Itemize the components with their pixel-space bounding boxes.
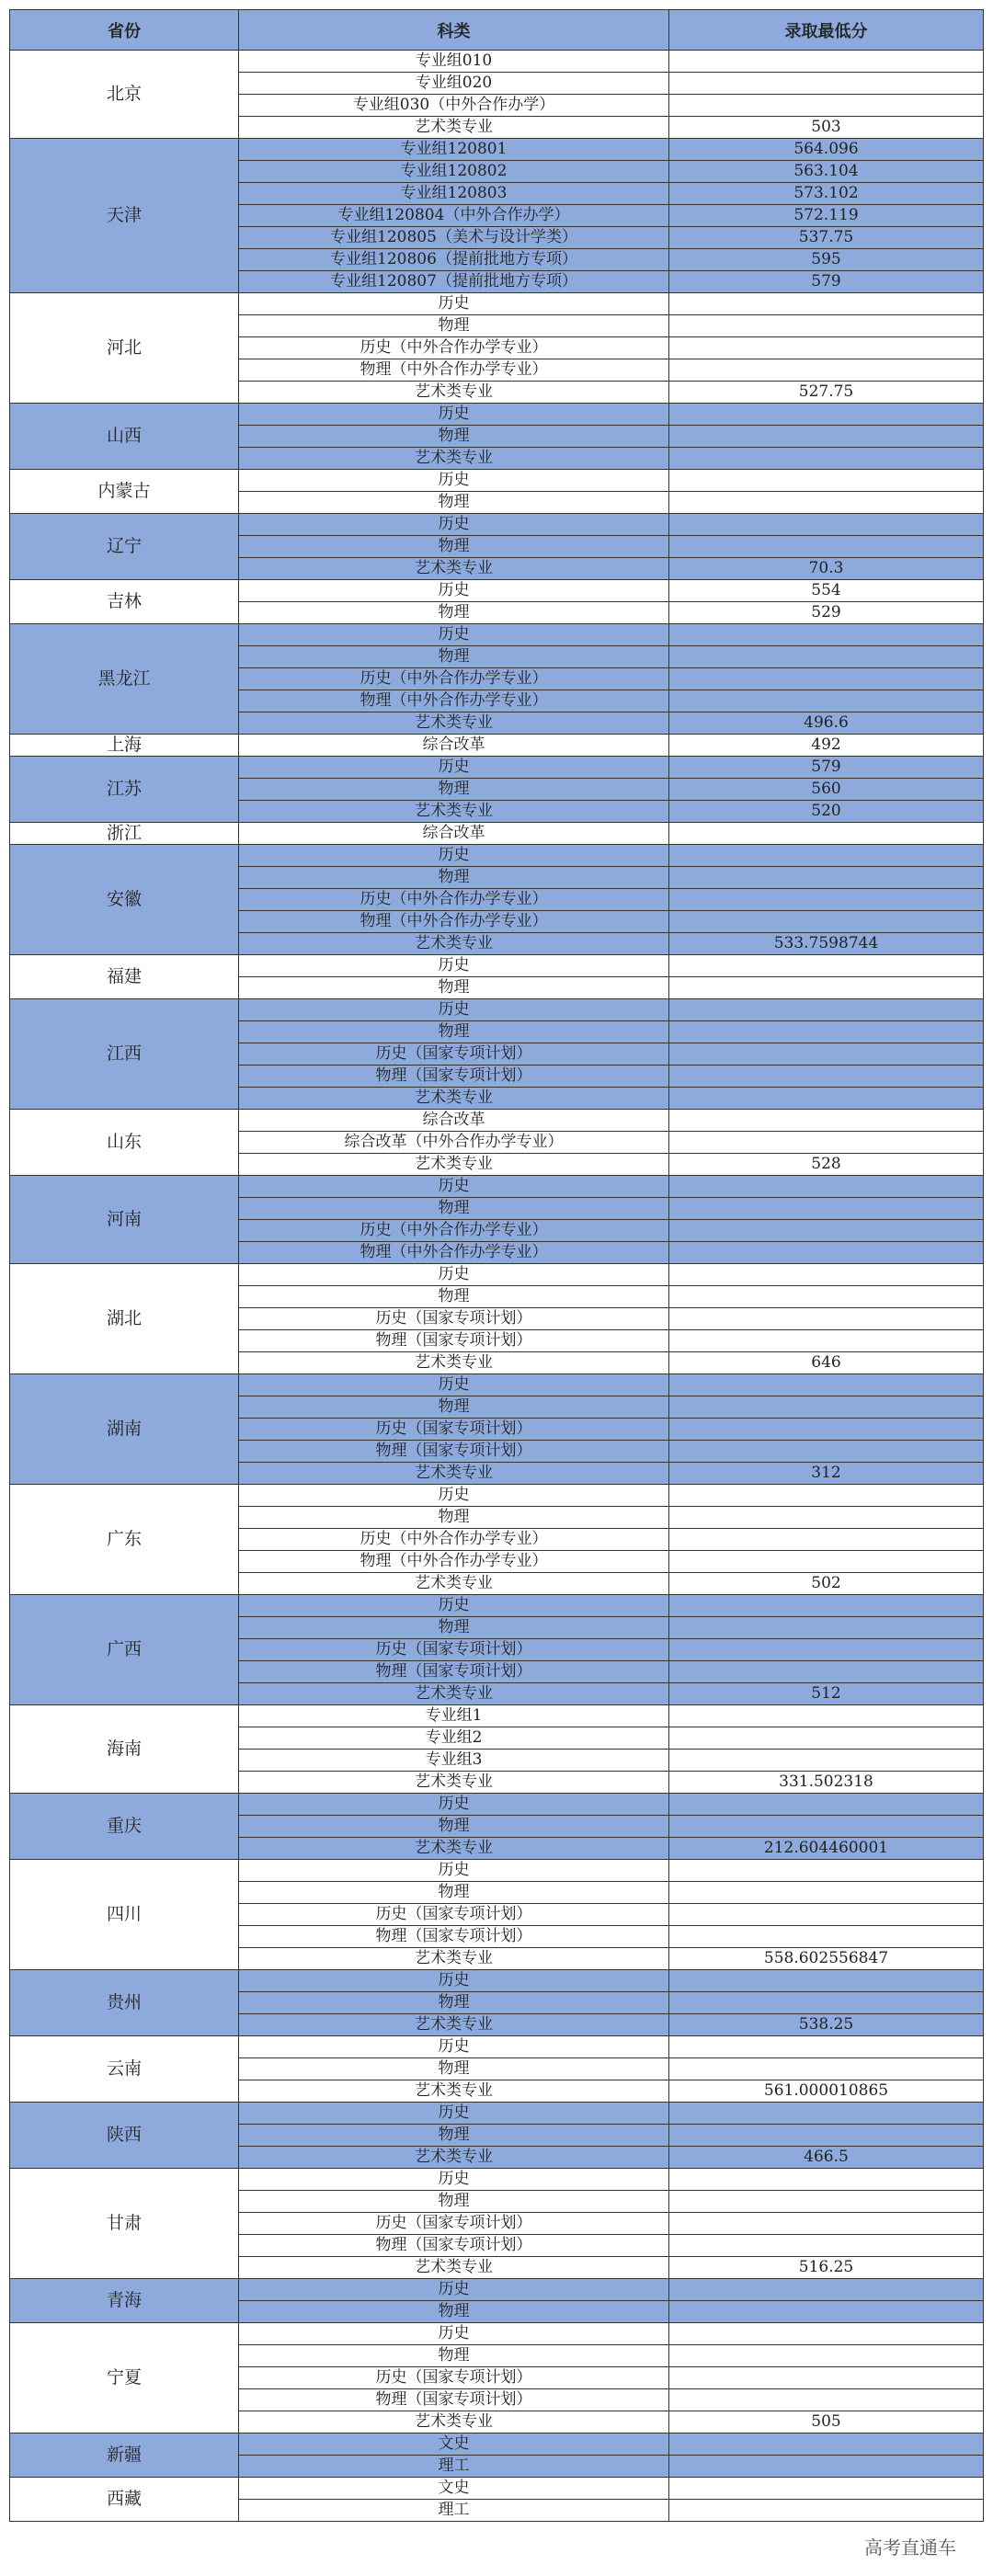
table-row bbox=[10, 1374, 984, 1396]
category-cell: 艺术类专业 bbox=[239, 2257, 669, 2279]
score-cell: 312 bbox=[669, 1463, 984, 1485]
score-cell bbox=[669, 1088, 984, 1110]
score-cell bbox=[669, 1661, 984, 1683]
province-cell: 湖北 bbox=[10, 1264, 239, 1374]
category-cell: 历史（国家专项计划） bbox=[239, 1639, 669, 1661]
category-cell: 物理 bbox=[239, 602, 669, 624]
score-cell: 212.604460001 bbox=[669, 1838, 984, 1860]
score-cell bbox=[669, 2367, 984, 2389]
category-cell: 艺术类专业 bbox=[239, 2147, 669, 2169]
score-cell bbox=[669, 845, 984, 867]
score-cell bbox=[669, 2125, 984, 2147]
score-cell bbox=[669, 1970, 984, 1992]
category-cell: 历史 bbox=[239, 1264, 669, 1286]
category-cell: 物理 bbox=[239, 779, 669, 801]
score-cell bbox=[669, 2058, 984, 2080]
table-body bbox=[10, 51, 984, 2522]
table-row bbox=[10, 2103, 984, 2125]
score-cell: 331.502318 bbox=[669, 1772, 984, 1794]
table-row bbox=[10, 955, 984, 977]
score-cell bbox=[669, 514, 984, 536]
category-cell: 综合改革 bbox=[239, 1110, 669, 1132]
category-cell: 专业组120807（提前批地方专项） bbox=[239, 271, 669, 293]
table-row bbox=[10, 1970, 984, 1992]
score-cell: 563.104 bbox=[669, 161, 984, 183]
table-row bbox=[10, 1705, 984, 1727]
province-cell: 青海 bbox=[10, 2279, 239, 2323]
score-cell bbox=[669, 646, 984, 668]
category-cell: 专业组120804（中外合作办学） bbox=[239, 205, 669, 227]
score-cell bbox=[669, 2235, 984, 2257]
category-cell: 艺术类专业 bbox=[239, 1154, 669, 1176]
province-cell: 四川 bbox=[10, 1860, 239, 1970]
category-cell: 历史（中外合作办学专业） bbox=[239, 337, 669, 359]
category-cell: 物理 bbox=[239, 1198, 669, 1220]
category-cell: 艺术类专业 bbox=[239, 712, 669, 735]
score-cell bbox=[669, 1176, 984, 1198]
category-cell: 历史 bbox=[239, 999, 669, 1021]
table-row bbox=[10, 1794, 984, 1816]
score-cell: 502 bbox=[669, 1573, 984, 1595]
score-cell bbox=[669, 889, 984, 911]
province-cell: 内蒙古 bbox=[10, 470, 239, 514]
score-cell bbox=[669, 2434, 984, 2456]
score-cell bbox=[669, 2323, 984, 2345]
score-cell bbox=[669, 2036, 984, 2058]
score-cell bbox=[669, 1286, 984, 1308]
category-cell: 历史 bbox=[239, 580, 669, 602]
category-cell: 专业组120802 bbox=[239, 161, 669, 183]
score-cell bbox=[669, 1595, 984, 1617]
score-cell bbox=[669, 1021, 984, 1043]
category-cell: 物理 bbox=[239, 977, 669, 999]
score-cell bbox=[669, 2213, 984, 2235]
category-cell: 历史 bbox=[239, 2323, 669, 2345]
category-cell: 专业组020 bbox=[239, 73, 669, 95]
category-cell: 艺术类专业 bbox=[239, 558, 669, 580]
province-cell: 陕西 bbox=[10, 2103, 239, 2169]
score-cell bbox=[669, 2191, 984, 2213]
category-cell: 专业组3 bbox=[239, 1750, 669, 1772]
category-cell: 历史（中外合作办学专业） bbox=[239, 1220, 669, 1242]
category-cell: 物理（中外合作办学专业） bbox=[239, 1242, 669, 1264]
score-cell bbox=[669, 51, 984, 73]
category-cell: 物理 bbox=[239, 2125, 669, 2147]
category-cell: 艺术类专业 bbox=[239, 933, 669, 955]
province-cell: 江苏 bbox=[10, 757, 239, 823]
category-cell: 物理 bbox=[239, 1396, 669, 1419]
score-cell bbox=[669, 73, 984, 95]
table-row bbox=[10, 2434, 984, 2456]
province-cell: 天津 bbox=[10, 139, 239, 293]
score-cell: 554 bbox=[669, 580, 984, 602]
score-cell bbox=[669, 1617, 984, 1639]
score-cell bbox=[669, 2301, 984, 2323]
score-cell bbox=[669, 1396, 984, 1419]
category-cell: 历史 bbox=[239, 1970, 669, 1992]
category-cell: 历史 bbox=[239, 1485, 669, 1507]
province-cell: 上海 bbox=[10, 735, 239, 757]
score-cell bbox=[669, 2103, 984, 2125]
category-cell: 历史（国家专项计划） bbox=[239, 2367, 669, 2389]
header-category: 科类 bbox=[239, 10, 669, 51]
category-cell: 物理（中外合作办学专业） bbox=[239, 690, 669, 712]
score-cell: 528 bbox=[669, 1154, 984, 1176]
watermark-caption: 高考直通车 bbox=[864, 2536, 956, 2559]
category-cell: 艺术类专业 bbox=[239, 1838, 669, 1860]
category-cell: 文史 bbox=[239, 2434, 669, 2456]
province-cell: 湖南 bbox=[10, 1374, 239, 1485]
score-cell bbox=[669, 955, 984, 977]
category-cell: 历史 bbox=[239, 1374, 669, 1396]
category-cell: 物理（国家专项计划） bbox=[239, 1441, 669, 1463]
score-cell: 564.096 bbox=[669, 139, 984, 161]
score-cell bbox=[669, 911, 984, 933]
category-cell: 历史（中外合作办学专业） bbox=[239, 1529, 669, 1551]
table-row bbox=[10, 845, 984, 867]
score-cell bbox=[669, 624, 984, 646]
score-cell: 646 bbox=[669, 1352, 984, 1374]
score-cell: 70.3 bbox=[669, 558, 984, 580]
category-cell: 历史 bbox=[239, 1176, 669, 1198]
province-cell: 北京 bbox=[10, 51, 239, 139]
score-cell: 529 bbox=[669, 602, 984, 624]
category-cell: 历史 bbox=[239, 2279, 669, 2301]
category-cell: 物理（中外合作办学专业） bbox=[239, 911, 669, 933]
score-cell: 558.602556847 bbox=[669, 1948, 984, 1970]
score-cell: 492 bbox=[669, 735, 984, 757]
score-cell bbox=[669, 977, 984, 999]
score-cell: 572.119 bbox=[669, 205, 984, 227]
score-cell: 466.5 bbox=[669, 2147, 984, 2169]
score-cell bbox=[669, 1220, 984, 1242]
category-cell: 物理（国家专项计划） bbox=[239, 1330, 669, 1352]
province-cell: 西藏 bbox=[10, 2478, 239, 2522]
table-row bbox=[10, 1595, 984, 1617]
table-row bbox=[10, 1264, 984, 1286]
province-cell: 河南 bbox=[10, 1176, 239, 1264]
score-cell: 595 bbox=[669, 249, 984, 271]
table-row bbox=[10, 757, 984, 779]
category-cell: 历史（国家专项计划） bbox=[239, 1308, 669, 1330]
category-cell: 物理（国家专项计划） bbox=[239, 1066, 669, 1088]
admission-score-table bbox=[9, 9, 984, 2522]
category-cell: 艺术类专业 bbox=[239, 382, 669, 404]
province-cell: 海南 bbox=[10, 1705, 239, 1794]
category-cell: 历史（国家专项计划） bbox=[239, 1043, 669, 1066]
table-row bbox=[10, 999, 984, 1021]
category-cell: 理工 bbox=[239, 2500, 669, 2522]
score-cell: 512 bbox=[669, 1683, 984, 1705]
category-cell: 历史 bbox=[239, 2036, 669, 2058]
table-row bbox=[10, 2279, 984, 2301]
category-cell: 艺术类专业 bbox=[239, 1573, 669, 1595]
score-cell: 579 bbox=[669, 757, 984, 779]
score-cell bbox=[669, 1242, 984, 1264]
score-cell bbox=[669, 95, 984, 117]
header-min-score: 录取最低分 bbox=[669, 10, 984, 51]
province-cell: 山西 bbox=[10, 404, 239, 470]
score-cell bbox=[669, 1860, 984, 1882]
category-cell: 艺术类专业 bbox=[239, 1683, 669, 1705]
category-cell: 历史（中外合作办学专业） bbox=[239, 668, 669, 690]
score-cell bbox=[669, 1727, 984, 1750]
table-row bbox=[10, 470, 984, 492]
score-cell bbox=[669, 1794, 984, 1816]
table-row bbox=[10, 2478, 984, 2500]
category-cell: 历史 bbox=[239, 1794, 669, 1816]
score-cell: 538.25 bbox=[669, 2014, 984, 2036]
category-cell: 专业组120803 bbox=[239, 183, 669, 205]
score-cell bbox=[669, 536, 984, 558]
score-cell bbox=[669, 1441, 984, 1463]
score-cell: 561.000010865 bbox=[669, 2080, 984, 2103]
category-cell: 历史（国家专项计划） bbox=[239, 1904, 669, 1926]
category-cell: 理工 bbox=[239, 2456, 669, 2478]
table-row bbox=[10, 514, 984, 536]
score-cell: 537.75 bbox=[669, 227, 984, 249]
province-cell: 河北 bbox=[10, 293, 239, 404]
category-cell: 物理（中外合作办学专业） bbox=[239, 1551, 669, 1573]
category-cell: 历史 bbox=[239, 404, 669, 426]
category-cell: 历史 bbox=[239, 1860, 669, 1882]
category-cell: 专业组120805（美术与设计学类） bbox=[239, 227, 669, 249]
table-row bbox=[10, 1176, 984, 1198]
category-cell: 历史 bbox=[239, 470, 669, 492]
score-cell bbox=[669, 2345, 984, 2367]
score-cell bbox=[669, 1816, 984, 1838]
category-cell: 物理（国家专项计划） bbox=[239, 2389, 669, 2411]
score-cell: 533.7598744 bbox=[669, 933, 984, 955]
category-cell: 物理 bbox=[239, 1617, 669, 1639]
category-cell: 历史 bbox=[239, 2169, 669, 2191]
category-cell: 历史 bbox=[239, 2103, 669, 2125]
category-cell: 历史（中外合作办学专业） bbox=[239, 889, 669, 911]
score-cell bbox=[669, 1992, 984, 2014]
score-cell bbox=[669, 1551, 984, 1573]
score-cell bbox=[669, 1882, 984, 1904]
score-cell bbox=[669, 1419, 984, 1441]
table-row bbox=[10, 2169, 984, 2191]
category-cell: 物理 bbox=[239, 1816, 669, 1838]
header-province: 省份 bbox=[10, 10, 239, 51]
province-cell: 安徽 bbox=[10, 845, 239, 955]
score-cell: 573.102 bbox=[669, 183, 984, 205]
table-row bbox=[10, 139, 984, 161]
score-cell bbox=[669, 1639, 984, 1661]
score-cell bbox=[669, 2456, 984, 2478]
score-cell: 503 bbox=[669, 117, 984, 139]
score-cell bbox=[669, 999, 984, 1021]
score-cell bbox=[669, 867, 984, 889]
table-row bbox=[10, 580, 984, 602]
score-cell: 520 bbox=[669, 801, 984, 823]
category-cell: 专业组120801 bbox=[239, 139, 669, 161]
category-cell: 物理（国家专项计划） bbox=[239, 2235, 669, 2257]
table-row bbox=[10, 2323, 984, 2345]
score-cell bbox=[669, 1264, 984, 1286]
score-cell bbox=[669, 668, 984, 690]
category-cell: 专业组120806（提前批地方专项） bbox=[239, 249, 669, 271]
category-cell: 艺术类专业 bbox=[239, 1772, 669, 1794]
category-cell: 物理 bbox=[239, 2345, 669, 2367]
category-cell: 物理 bbox=[239, 1992, 669, 2014]
table-row bbox=[10, 2036, 984, 2058]
table-row bbox=[10, 735, 984, 757]
table-row bbox=[10, 404, 984, 426]
score-cell bbox=[669, 404, 984, 426]
table-row bbox=[10, 51, 984, 73]
province-cell: 辽宁 bbox=[10, 514, 239, 580]
category-cell: 物理 bbox=[239, 1286, 669, 1308]
category-cell: 艺术类专业 bbox=[239, 801, 669, 823]
score-cell bbox=[669, 1529, 984, 1551]
province-cell: 浙江 bbox=[10, 823, 239, 845]
category-cell: 艺术类专业 bbox=[239, 1463, 669, 1485]
score-cell bbox=[669, 823, 984, 845]
score-cell bbox=[669, 1308, 984, 1330]
table-row bbox=[10, 823, 984, 845]
table-row bbox=[10, 624, 984, 646]
score-cell bbox=[669, 426, 984, 448]
score-cell: 505 bbox=[669, 2411, 984, 2434]
category-cell: 物理（国家专项计划） bbox=[239, 1926, 669, 1948]
score-cell bbox=[669, 1043, 984, 1066]
score-cell bbox=[669, 315, 984, 337]
score-cell bbox=[669, 2389, 984, 2411]
score-cell: 516.25 bbox=[669, 2257, 984, 2279]
score-cell: 527.75 bbox=[669, 382, 984, 404]
category-cell: 历史 bbox=[239, 845, 669, 867]
score-cell bbox=[669, 359, 984, 382]
province-cell: 福建 bbox=[10, 955, 239, 999]
score-cell bbox=[669, 2500, 984, 2522]
category-cell: 艺术类专业 bbox=[239, 117, 669, 139]
category-cell: 物理 bbox=[239, 867, 669, 889]
category-cell: 历史（国家专项计划） bbox=[239, 2213, 669, 2235]
score-cell bbox=[669, 2478, 984, 2500]
category-cell: 专业组1 bbox=[239, 1705, 669, 1727]
score-cell bbox=[669, 448, 984, 470]
score-cell bbox=[669, 1750, 984, 1772]
province-cell: 吉林 bbox=[10, 580, 239, 624]
province-cell: 重庆 bbox=[10, 1794, 239, 1860]
category-cell: 物理 bbox=[239, 2058, 669, 2080]
category-cell: 物理 bbox=[239, 1021, 669, 1043]
province-cell: 甘肃 bbox=[10, 2169, 239, 2279]
category-cell: 物理 bbox=[239, 315, 669, 337]
score-cell bbox=[669, 1330, 984, 1352]
table-row bbox=[10, 1485, 984, 1507]
table-header-row bbox=[10, 10, 984, 51]
score-cell bbox=[669, 1507, 984, 1529]
score-cell bbox=[669, 492, 984, 514]
category-cell: 艺术类专业 bbox=[239, 1352, 669, 1374]
category-cell: 艺术类专业 bbox=[239, 1088, 669, 1110]
category-cell: 艺术类专业 bbox=[239, 2014, 669, 2036]
category-cell: 物理 bbox=[239, 536, 669, 558]
category-cell: 历史 bbox=[239, 955, 669, 977]
score-cell bbox=[669, 1198, 984, 1220]
province-cell: 山东 bbox=[10, 1110, 239, 1176]
score-cell bbox=[669, 1904, 984, 1926]
category-cell: 历史 bbox=[239, 757, 669, 779]
category-cell: 历史（国家专项计划） bbox=[239, 1419, 669, 1441]
category-cell: 物理 bbox=[239, 1882, 669, 1904]
category-cell: 综合改革 bbox=[239, 735, 669, 757]
category-cell: 物理 bbox=[239, 2191, 669, 2213]
category-cell: 综合改革（中外合作办学专业） bbox=[239, 1132, 669, 1154]
score-cell bbox=[669, 1705, 984, 1727]
category-cell: 专业组030（中外合作办学） bbox=[239, 95, 669, 117]
category-cell: 物理（国家专项计划） bbox=[239, 1661, 669, 1683]
province-cell: 江西 bbox=[10, 999, 239, 1110]
category-cell: 历史 bbox=[239, 1595, 669, 1617]
category-cell: 历史 bbox=[239, 293, 669, 315]
table-row bbox=[10, 293, 984, 315]
score-cell bbox=[669, 1132, 984, 1154]
score-cell: 496.6 bbox=[669, 712, 984, 735]
province-cell: 新疆 bbox=[10, 2434, 239, 2478]
category-cell: 艺术类专业 bbox=[239, 1948, 669, 1970]
province-cell: 云南 bbox=[10, 2036, 239, 2103]
category-cell: 物理 bbox=[239, 492, 669, 514]
province-cell: 宁夏 bbox=[10, 2323, 239, 2434]
table-row bbox=[10, 1860, 984, 1882]
score-cell bbox=[669, 1926, 984, 1948]
score-cell bbox=[669, 690, 984, 712]
category-cell: 专业组010 bbox=[239, 51, 669, 73]
province-cell: 黑龙江 bbox=[10, 624, 239, 735]
category-cell: 物理 bbox=[239, 646, 669, 668]
score-cell bbox=[669, 2169, 984, 2191]
table-row bbox=[10, 1110, 984, 1132]
score-cell bbox=[669, 293, 984, 315]
category-cell: 物理（中外合作办学专业） bbox=[239, 359, 669, 382]
category-cell: 物理 bbox=[239, 2301, 669, 2323]
category-cell: 艺术类专业 bbox=[239, 2080, 669, 2103]
category-cell: 专业组2 bbox=[239, 1727, 669, 1750]
category-cell: 物理 bbox=[239, 426, 669, 448]
score-cell: 560 bbox=[669, 779, 984, 801]
score-cell: 579 bbox=[669, 271, 984, 293]
score-cell bbox=[669, 1066, 984, 1088]
score-cell bbox=[669, 2279, 984, 2301]
score-cell bbox=[669, 1485, 984, 1507]
category-cell: 综合改革 bbox=[239, 823, 669, 845]
category-cell: 艺术类专业 bbox=[239, 448, 669, 470]
category-cell: 历史 bbox=[239, 624, 669, 646]
category-cell: 艺术类专业 bbox=[239, 2411, 669, 2434]
province-cell: 广西 bbox=[10, 1595, 239, 1705]
score-cell bbox=[669, 1374, 984, 1396]
score-cell bbox=[669, 470, 984, 492]
category-cell: 物理 bbox=[239, 1507, 669, 1529]
province-cell: 贵州 bbox=[10, 1970, 239, 2036]
province-cell: 广东 bbox=[10, 1485, 239, 1595]
score-cell bbox=[669, 1110, 984, 1132]
category-cell: 文史 bbox=[239, 2478, 669, 2500]
category-cell: 历史 bbox=[239, 514, 669, 536]
score-cell bbox=[669, 337, 984, 359]
